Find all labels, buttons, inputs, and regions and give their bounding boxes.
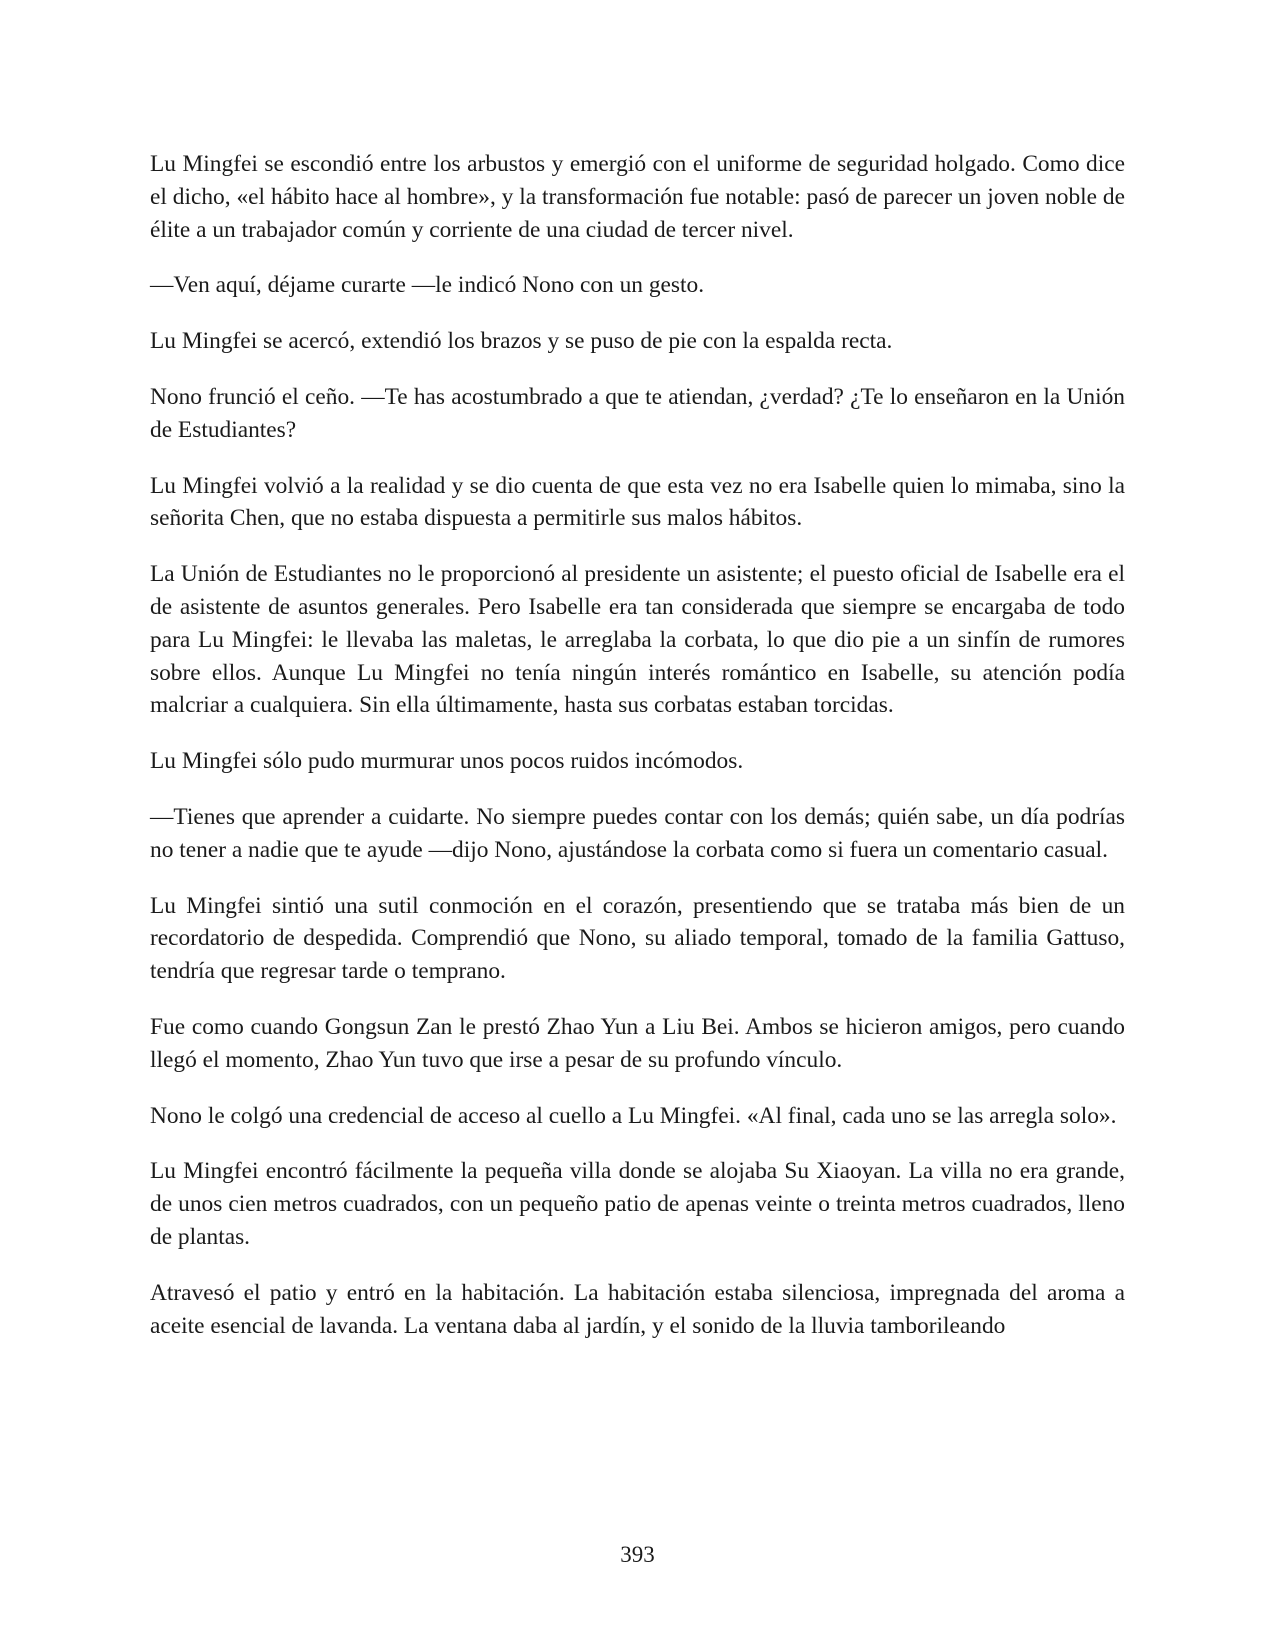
paragraph: Lu Mingfei se escondió entre los arbustos y emergió con el uniforme de seguridad holgado. Como dice el dicho, «el hábito hace al hombre», y la transformación fue notable: pasó de parecer un joven noble de élite a un trabajador común y corriente de una ciudad de tercer nivel.	[150, 151, 1125, 243]
page-number: 393	[620, 1542, 655, 1567]
paragraph: La Unión de Estudiantes no le proporcionó al presidente un asistente; el puesto oficial de Isabelle era el de asistente de asuntos generales. Pero Isabelle era tan considerada que siempre se encargaba de todo para Lu Mingfei: le llevaba las maletas, le arreglaba la corbata, lo que dio pie a un sinfín de rumores sobre ellos. Aunque Lu Mingfei no tenía ningún interés romántico en Isabelle, su atención podía malcriar a cualquiera. Sin ella últimamente, hasta sus corbatas estaban torcidas.	[150, 561, 1125, 719]
paragraph: Fue como cuando Gongsun Zan le prestó Zhao Yun a Liu Bei. Ambos se hicieron amigos, pero cuando llegó el momento, Zhao Yun tuvo que irse a pesar de su profundo vínculo.	[150, 1013, 1125, 1073]
paragraph: Atravesó el patio y entró en la habitación. La habitación estaba silenciosa, impregnada del aroma a aceite esencial de lavanda. La ventana daba al jardín, y el sonido de la lluvia tamborileando	[150, 1279, 1125, 1339]
paragraph: Lu Mingfei sintió una sutil conmoción en el corazón, presentiendo que se trataba más bien de un recordatorio de despedida. Comprendió que Nono, su aliado temporal, tomado de la familia Gattuso, tendría que regresar tarde o temprano.	[150, 892, 1125, 985]
paragraph: —Ven aquí, déjame curarte —le indicó Nono con un gesto.	[150, 272, 705, 299]
paragraph: Lu Mingfei se acercó, extendió los brazos y se puso de pie con la espalda recta.	[150, 328, 893, 355]
paragraph: Lu Mingfei sólo pudo murmurar unos pocos ruidos incómodos.	[150, 748, 744, 775]
paragraph: Lu Mingfei volvió a la realidad y se dio cuenta de que esta vez no era Isabelle quien lo mimaba, sino la señorita Chen, que no estaba dispuesta a permitirle sus malos hábitos.	[150, 472, 1125, 532]
paragraph: Lu Mingfei encontró fácilmente la pequeña villa donde se alojaba Su Xiaoyan. La villa no era grande, de unos cien metros cuadrados, con un pequeño patio de apenas veinte o treinta metros cuadrados, lleno de plantas.	[150, 1158, 1125, 1250]
paragraph: Nono frunció el ceño. —Te has acostumbrado a que te atiendan, ¿verdad? ¿Te lo enseñaron en la Unión de Estudiantes?	[150, 383, 1125, 443]
paragraph: —Tienes que aprender a cuidarte. No siempre puedes contar con los demás; quién sabe, un día podrías no tener a nadie que te ayude —dijo Nono, ajustándose la corbata como si fuera un comentario casual.	[150, 803, 1125, 863]
body-text	[150, 148, 1125, 1365]
paragraph: Nono le colgó una credencial de acceso al cuello a Lu Mingfei. «Al final, cada uno se las arregla solo».	[150, 1102, 1117, 1129]
